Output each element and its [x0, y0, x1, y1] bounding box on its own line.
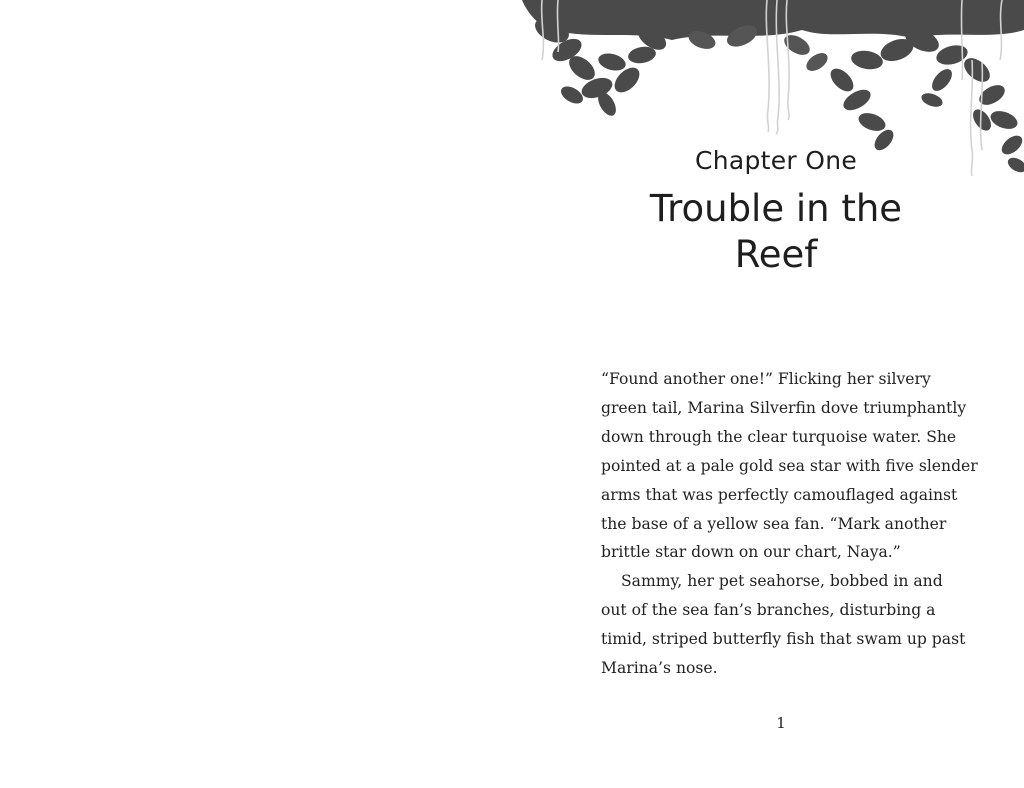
canopy-band — [522, 0, 1024, 40]
body-line: Marina’s nose. — [601, 659, 718, 678]
body-line: timid, striped butterfly fish that swam up past — [601, 630, 966, 649]
body-line: the base of a yellow sea fan. “Mark another — [601, 514, 947, 533]
body-text — [601, 365, 981, 683]
body-line: Sammy, her pet seahorse, bobbed in and — [621, 572, 943, 591]
chapter-label: Chapter One — [694, 146, 858, 175]
body-line: out of the sea fan’s branches, disturbing a — [601, 601, 936, 620]
body-line: down through the clear turquoise water. She — [601, 427, 957, 446]
body-line: arms that was perfectly camouflaged against — [601, 485, 958, 504]
body-line: brittle star down on our chart, Naya.” — [601, 543, 901, 562]
chapter-title-line-1: Trouble in the — [649, 187, 903, 230]
body-line: green tail, Marina Silverfin dove triumphantly — [601, 398, 967, 417]
body-line: “Found another one!” Flicking her silvery — [601, 370, 931, 388]
body-line: pointed at a pale gold sea star with five slender — [601, 456, 978, 475]
chapter-title — [600, 186, 952, 278]
page-number: 1 — [776, 714, 786, 732]
chapter-title-line-2: Reef — [734, 233, 818, 276]
